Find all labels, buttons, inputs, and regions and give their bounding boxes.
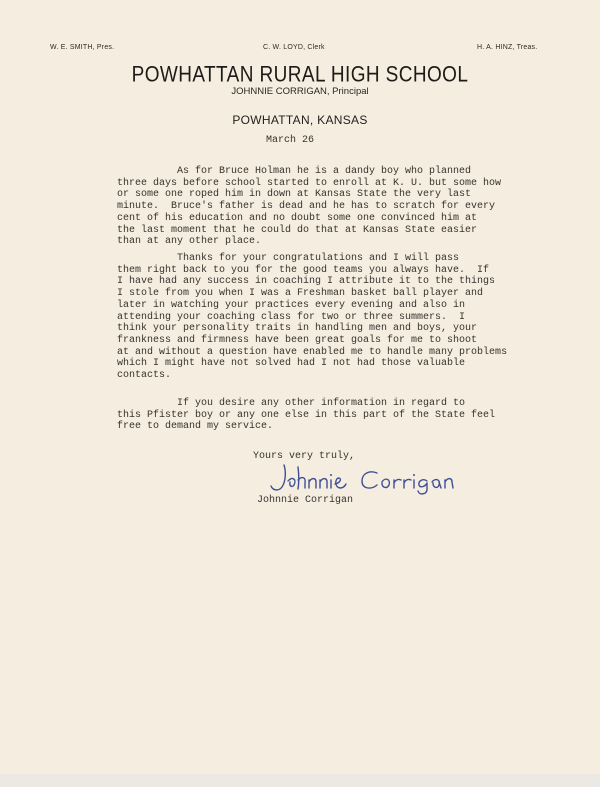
archive-border — [0, 774, 600, 787]
letter-date: March 26 — [266, 135, 315, 146]
officer-clerk: C. W. LOYD, Clerk — [263, 44, 325, 51]
officer-treasurer: H. A. HINZ, Treas. — [477, 44, 538, 51]
officer-president: W. E. SMITH, Pres. — [50, 44, 115, 51]
handwritten-signature — [262, 459, 487, 495]
town-line: POWHATTAN, KANSAS — [232, 113, 368, 127]
school-name: POWHATTAN RURAL HIGH SCHOOL — [131, 63, 469, 88]
body-paragraph-1: As for Bruce Holman he is a dandy boy who planned three days before school started to enroll at K. U. but some how or some one roped him in down at Kansas State the very last minute. Bruce's father is dead and he has to scratch for every cent of his education and no doubt some one convinced him at the last moment that he could do that at Kansas State easier than at any other place. — [117, 166, 502, 248]
principal-line: JOHNNIE CORRIGAN, Principal — [231, 86, 369, 97]
typed-signature: Johnnie Corrigan — [257, 495, 354, 506]
closing-line: Yours very truly, — [253, 451, 356, 462]
body-paragraph-3: If you desire any other information in regard to this Pfister boy or any one else in this part of the State feel free to demand my service. — [117, 398, 496, 433]
body-paragraph-2: Thanks for your congratulations and I will pass them right back to you for the good teams you always have. If I have had any success in coaching I attribute it to the things I stole from you when I was a Freshman basket ball player and later in watching your practices every evening and also in attending your coaching class for two or three summers. I think your personality traits in handling men and boys, your frankness and firmness have been great goals for me to shoot at and without a question have enabled me to handle many problems which I might have not solved had I not had those valuable contacts. — [117, 253, 508, 382]
